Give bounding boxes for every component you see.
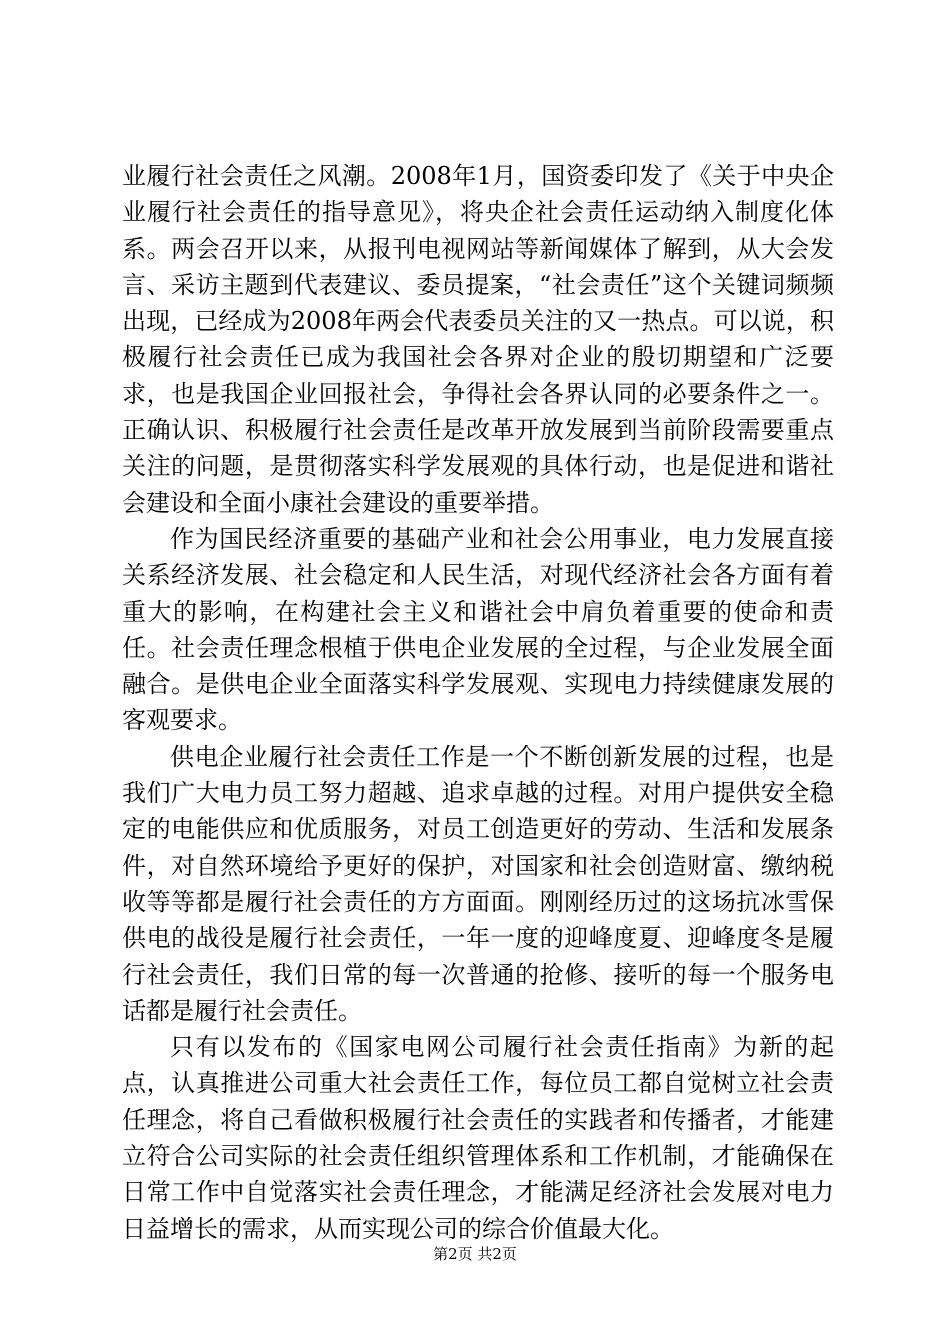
document-body <box>122 158 834 1247</box>
paragraph-4: 只有以发布的《国家电网公司履行社会责任指南》为新的起点，认真推进公司重大社会责任工作，每位员工都自觉树立社会责任理念，将自己看做积极履行社会责任的实践者和传播者，才能建立符合公司实际的社会责任组织管理体系和工作机制，才能确保在日常工作中自觉落实社会责任理念，才能满足经济社会发展对电力日益增长的需求，从而实现公司的综合价值最大化。 <box>122 1033 834 1243</box>
paragraph-1: 业履行社会责任之风潮。2008年1月，国资委印发了《关于中央企业履行社会责任的指导意见》，将央企社会责任运动纳入制度化体系。两会召开以来，从报刊电视网站等新闻媒体了解到，从大会发言、采访主题到代表建议、委员提案，“社会责任”这个关键词频频出现，已经成为2008年两会代表委员关注的又一热点。可以说，积极履行社会责任已成为我国社会各界对企业的殷切期望和广泛要求，也是我国企业回报社会，争得社会各界认同的必要条件之一。正确认识、积极履行社会责任是改革开放发展到当前阶段需要重点关注的问题，是贯彻落实科学发展观的具体行动，也是促进和谐社会建设和全面小康社会建设的重要举措。 <box>122 162 834 517</box>
page-number-footer: 第2页 共2页 <box>433 1245 517 1263</box>
paragraph-3: 供电企业履行社会责任工作是一个不断创新发展的过程，也是我们广大电力员工努力超越、追求卓越的过程。对用户提供安全稳定的电能供应和优质服务，对员工创造更好的劳动、生活和发展条件，对自然环境给予更好的保护，对国家和社会创造财富、缴纳税收等等都是履行社会责任的方方面面。刚刚经历过的这场抗冰雪保供电的战役是履行社会责任，一年一度的迎峰度夏、迎峰度冬是履行社会责任，我们日常的每一次普通的抢修、接听的每一个服务电话都是履行社会责任。 <box>122 742 834 1025</box>
paragraph-2: 作为国民经济重要的基础产业和社会公用事业，电力发展直接关系经济发展、社会稳定和人民生活，对现代经济社会各方面有着重大的影响，在构建社会主义和谐社会中肩负着重要的使命和责任。社会责任理念根植于供电企业发展的全过程，与企业发展全面融合。是供电企业全面落实科学发展观、实现电力持续健康发展的客观要求。 <box>122 524 834 735</box>
